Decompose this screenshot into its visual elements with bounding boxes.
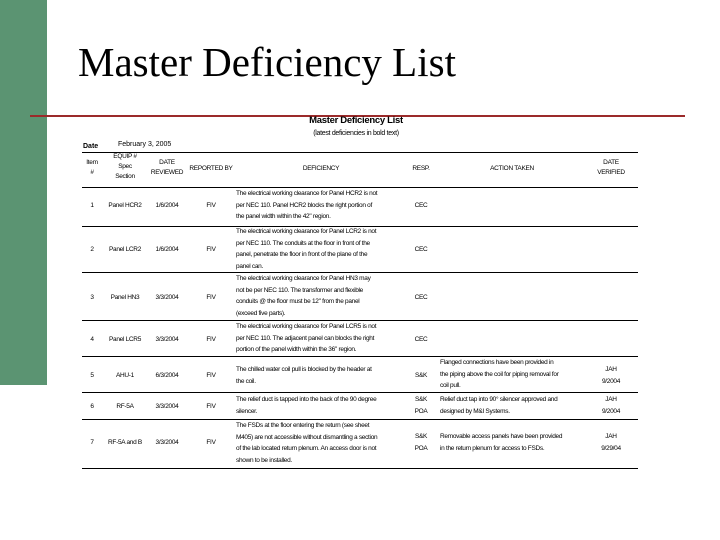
row-2-resp: CEC — [414, 246, 428, 253]
row-7-deficiency: The FSDs at the floor entering the return (see sheet M405) are not accessible without dismantling a section of the lab located return plenum. An access door is not shown to be installed. — [236, 422, 378, 464]
table-row-rule — [82, 392, 638, 393]
row-6-item: 6 — [90, 403, 94, 410]
row-6-date-reviewed: 3/3/2004 — [155, 403, 179, 410]
row-6-equip: RF-5A — [116, 403, 134, 410]
row-3-equip: Panel HN3 — [110, 294, 140, 301]
document-title: Master Deficiency List — [309, 115, 403, 126]
row-4-equip: Panel LCR5 — [108, 336, 142, 343]
row-6-resp: S&K POA — [414, 396, 428, 415]
row-7-item: 7 — [90, 439, 94, 446]
row-2-reported-by: FIV — [206, 246, 216, 253]
row-1-deficiency: The electrical working clearance for Panel HCR2 is not per NEC 110. Panel HCR2 blocks the right portion of the panel width within the 42" region. — [236, 190, 378, 220]
row-2-item: 2 — [90, 246, 94, 253]
row-2-date-reviewed: 1/6/2004 — [155, 246, 179, 253]
header-reported-by: REPORTED BY — [189, 165, 233, 172]
row-5-action: Flanged connections have been provided in the piping above the coil for piping removal for coil pull. — [440, 359, 559, 389]
header-item: Item # — [86, 159, 98, 176]
row-5-verified: JAH 9/2004 — [601, 366, 621, 385]
header-deficiency: DEFICIENCY — [302, 165, 340, 172]
row-1-equip: Panel HCR2 — [108, 202, 142, 209]
slide-title: Master Deficiency List — [78, 39, 456, 85]
row-4-deficiency: The electrical working clearance for Panel LCR5 is not per NEC 110. The adjacent panel can blocks the right portion of the panel width within the 36" region. — [236, 323, 377, 353]
row-4-date-reviewed: 3/3/2004 — [155, 336, 179, 343]
table-top-rule — [82, 152, 638, 153]
row-1-reported-by: FIV — [206, 202, 216, 209]
row-5-item: 5 — [90, 372, 94, 379]
row-5-reported-by: FIV — [206, 372, 216, 379]
row-3-resp: CEC — [414, 294, 428, 301]
row-5-date-reviewed: 6/3/2004 — [155, 372, 179, 379]
row-4-item: 4 — [90, 336, 94, 343]
row-7-action: Removable access panels have been provided in the return plenum for access to FSDs. — [440, 433, 563, 452]
header-date-reviewed: DATE REVIEWED — [150, 159, 184, 176]
row-6-deficiency: The relief duct is tapped into the back of the 90 degree silencer. — [236, 396, 377, 415]
date-value: February 3, 2005 — [118, 141, 172, 148]
date-label: Date — [83, 143, 99, 150]
header-action-taken: ACTION TAKEN — [490, 165, 534, 172]
document-subtitle: (latest deficiencies in bold text) — [313, 130, 399, 137]
row-4-reported-by: FIV — [206, 336, 216, 343]
row-7-reported-by: FIV — [206, 439, 216, 446]
side-accent-bar — [0, 0, 47, 385]
row-3-reported-by: FIV — [206, 294, 216, 301]
row-5-deficiency: The chilled water coil pull is blocked by the header at the coil. — [236, 366, 372, 385]
table-bottom-rule — [82, 468, 638, 469]
row-6-verified: JAH 9/2004 — [601, 396, 621, 415]
header-date-verified: DATE VERIFIED — [597, 159, 625, 176]
header-equip: EQUIP # Spec Section — [113, 153, 137, 180]
row-3-item: 3 — [90, 294, 94, 301]
row-6-action: Relief duct tap into 90° silencer approved and designed by M&I Systems. — [440, 396, 558, 415]
row-7-verified: JAH 9/29/04 — [601, 433, 621, 452]
row-4-resp: CEC — [414, 336, 428, 343]
row-5-resp: S&K — [414, 372, 428, 379]
row-1-resp: CEC — [414, 202, 428, 209]
header-resp: RESP. — [412, 165, 430, 172]
row-2-equip: Panel LCR2 — [108, 246, 142, 253]
row-3-date-reviewed: 3/3/2004 — [155, 294, 179, 301]
row-7-date-reviewed: 3/3/2004 — [155, 439, 179, 446]
row-7-resp: S&K POA — [414, 433, 428, 452]
row-1-date-reviewed: 1/6/2004 — [155, 202, 179, 209]
row-2-deficiency: The electrical working clearance for Panel LCR2 is not per NEC 110. The conduits at the floor in front of the panel, penetrate the floor in front of the plane of the panel can. — [236, 228, 377, 270]
row-7-equip: RF-5A and B — [108, 439, 142, 446]
row-1-item: 1 — [90, 202, 94, 209]
row-5-equip: AHU-1 — [115, 372, 134, 379]
row-3-deficiency: The electrical working clearance for Panel HN3 may not be per NEC 110. The transformer and flexible conduits @ the floor must be 12" from the panel (exceed five parts). — [236, 275, 371, 317]
row-6-reported-by: FIV — [206, 403, 216, 410]
